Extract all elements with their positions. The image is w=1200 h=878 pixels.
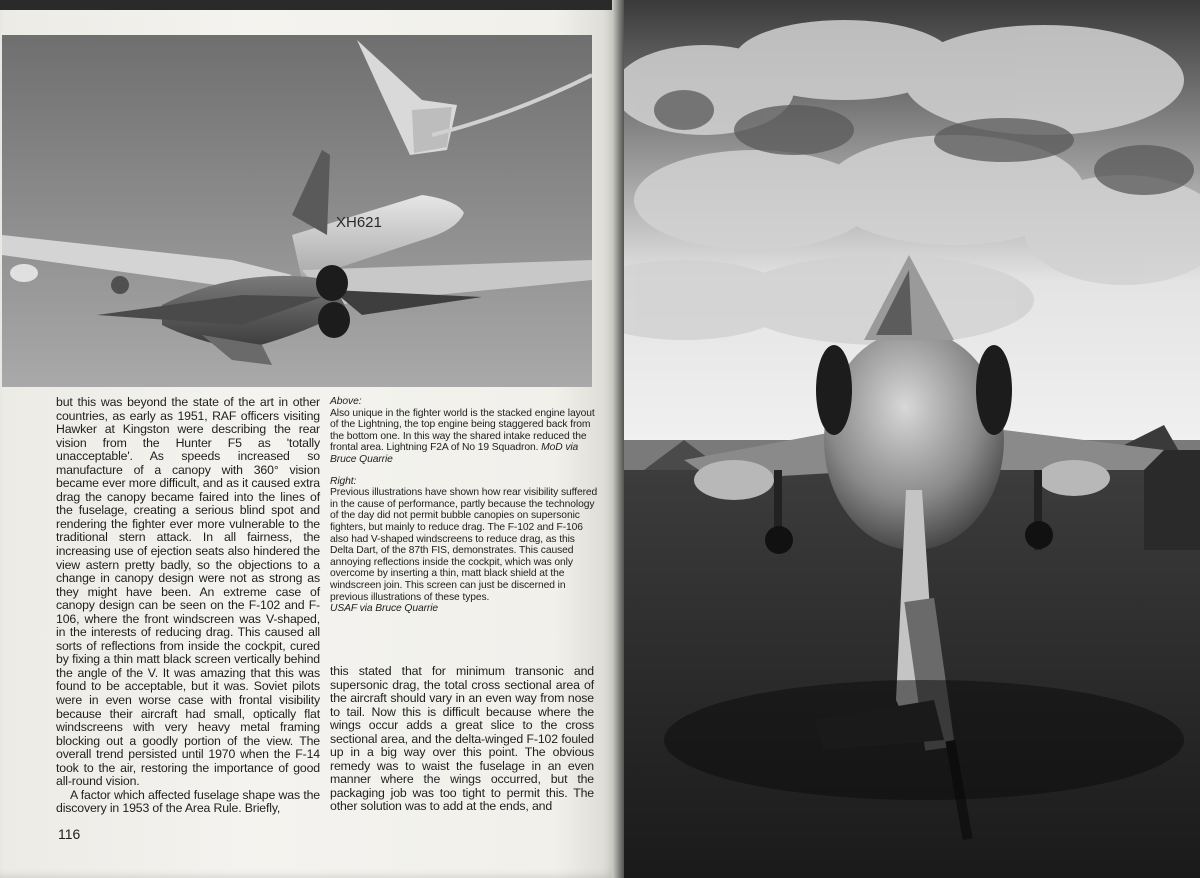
- body-paragraph: this stated that for minimum transonic and supersonic drag, the total cross sectional area of the aircraft should vary in an even way from nose to tail. Now this is difficult because where the wings occur adds a great slice to the cross sectional area, and the delta-winged F-102 fouled up in a big way over this point. The obvious remedy was to waist the fuselage in an even manner where the wings occurred, but the packaging job was too tight to permit this. The other solution was to add at the ends, and: [330, 664, 594, 814]
- engine-nozzle-top: [316, 265, 348, 301]
- column-left: [56, 396, 320, 816]
- photo-lightning-refuelling: [2, 35, 592, 387]
- caption-heading: Right:: [330, 475, 357, 487]
- caption-text: Previous illustrations have shown how rear visibility suffered in the cause of performance, partly because the technology of the day did not permit bubble canopies on supersonic fighters, but mainly to reduce drag. The F-102 and F-106 also had V-shaped windscreens to reduce drag, as this Delta Dart, of the 87th FIS, demonstrates. This caused annoying reflections inside the cockpit, which was only overcome by inserting a thin, matt black shield at the windscreen join. This screen can just be discerned in previous illustrations of these types.: [330, 487, 598, 603]
- body-paragraph: but this was beyond the state of the art in other countries, as early as 1951, RAF officers visiting Hawker at Kingston were describing the rear vision from the Hunter F5 as 'totally unacceptable'. As speeds increased so manufacture of a canopy with 360° vision became ever more difficult, and as it caused extra drag the canopy became faired into the lines of the fuselage, creating a serious blind spot and rendering the fighter ever more vulnerable to the traditional stern attack. In all fairness, the increasing use of ejection seats also hindered the view astern pretty badly, so the objections to a change in canopy design were not as strong as they might have been. An extreme case of canopy design can be seen on the F-102 and F-106, where the front windscreen was V-shaped, in the interests of reducing drag. This caused all sorts of reflections from inside the cockpit, cured by fixing a thin matt black screen vertically behind the angle of the V. It was amazing that this was found to be acceptable, but it was. Soviet pilots were in even worse case with frontal visibility because their aircraft had small, optically flat windscreens with very heavy metal framing blocking out a goodly portion of the view. The overall trend persisted until 1970 when the F-14 took to the air, restoring the importance of good all-round vision.: [56, 395, 320, 789]
- photo-credit: USAF via Bruce Quarrie: [330, 603, 439, 615]
- tanker-serial: XH621: [336, 214, 382, 231]
- captions-block: [330, 396, 598, 625]
- caption-heading: Above:: [330, 396, 362, 407]
- engine-nozzle-bottom: [318, 302, 350, 338]
- caption-text: Also unique in the fighter world is the stacked engine layout of the Lightning, the top engine being staggered back from the bottom one. In this way the shared intake reduced the frontal area. Lightning F2A of No 19 Squadron.: [330, 407, 595, 454]
- photo-delta-dart: [624, 0, 1200, 878]
- column-right: [330, 665, 594, 814]
- photo-credit: MoD via Bruce Quarrie: [330, 442, 579, 465]
- caption-above: [330, 396, 598, 466]
- page-number: 116: [58, 826, 81, 842]
- body-paragraph: A factor which affected fuselage shape was the discovery in 1953 of the Area Rule. Briefly,: [56, 787, 320, 816]
- caption-right: [330, 476, 598, 615]
